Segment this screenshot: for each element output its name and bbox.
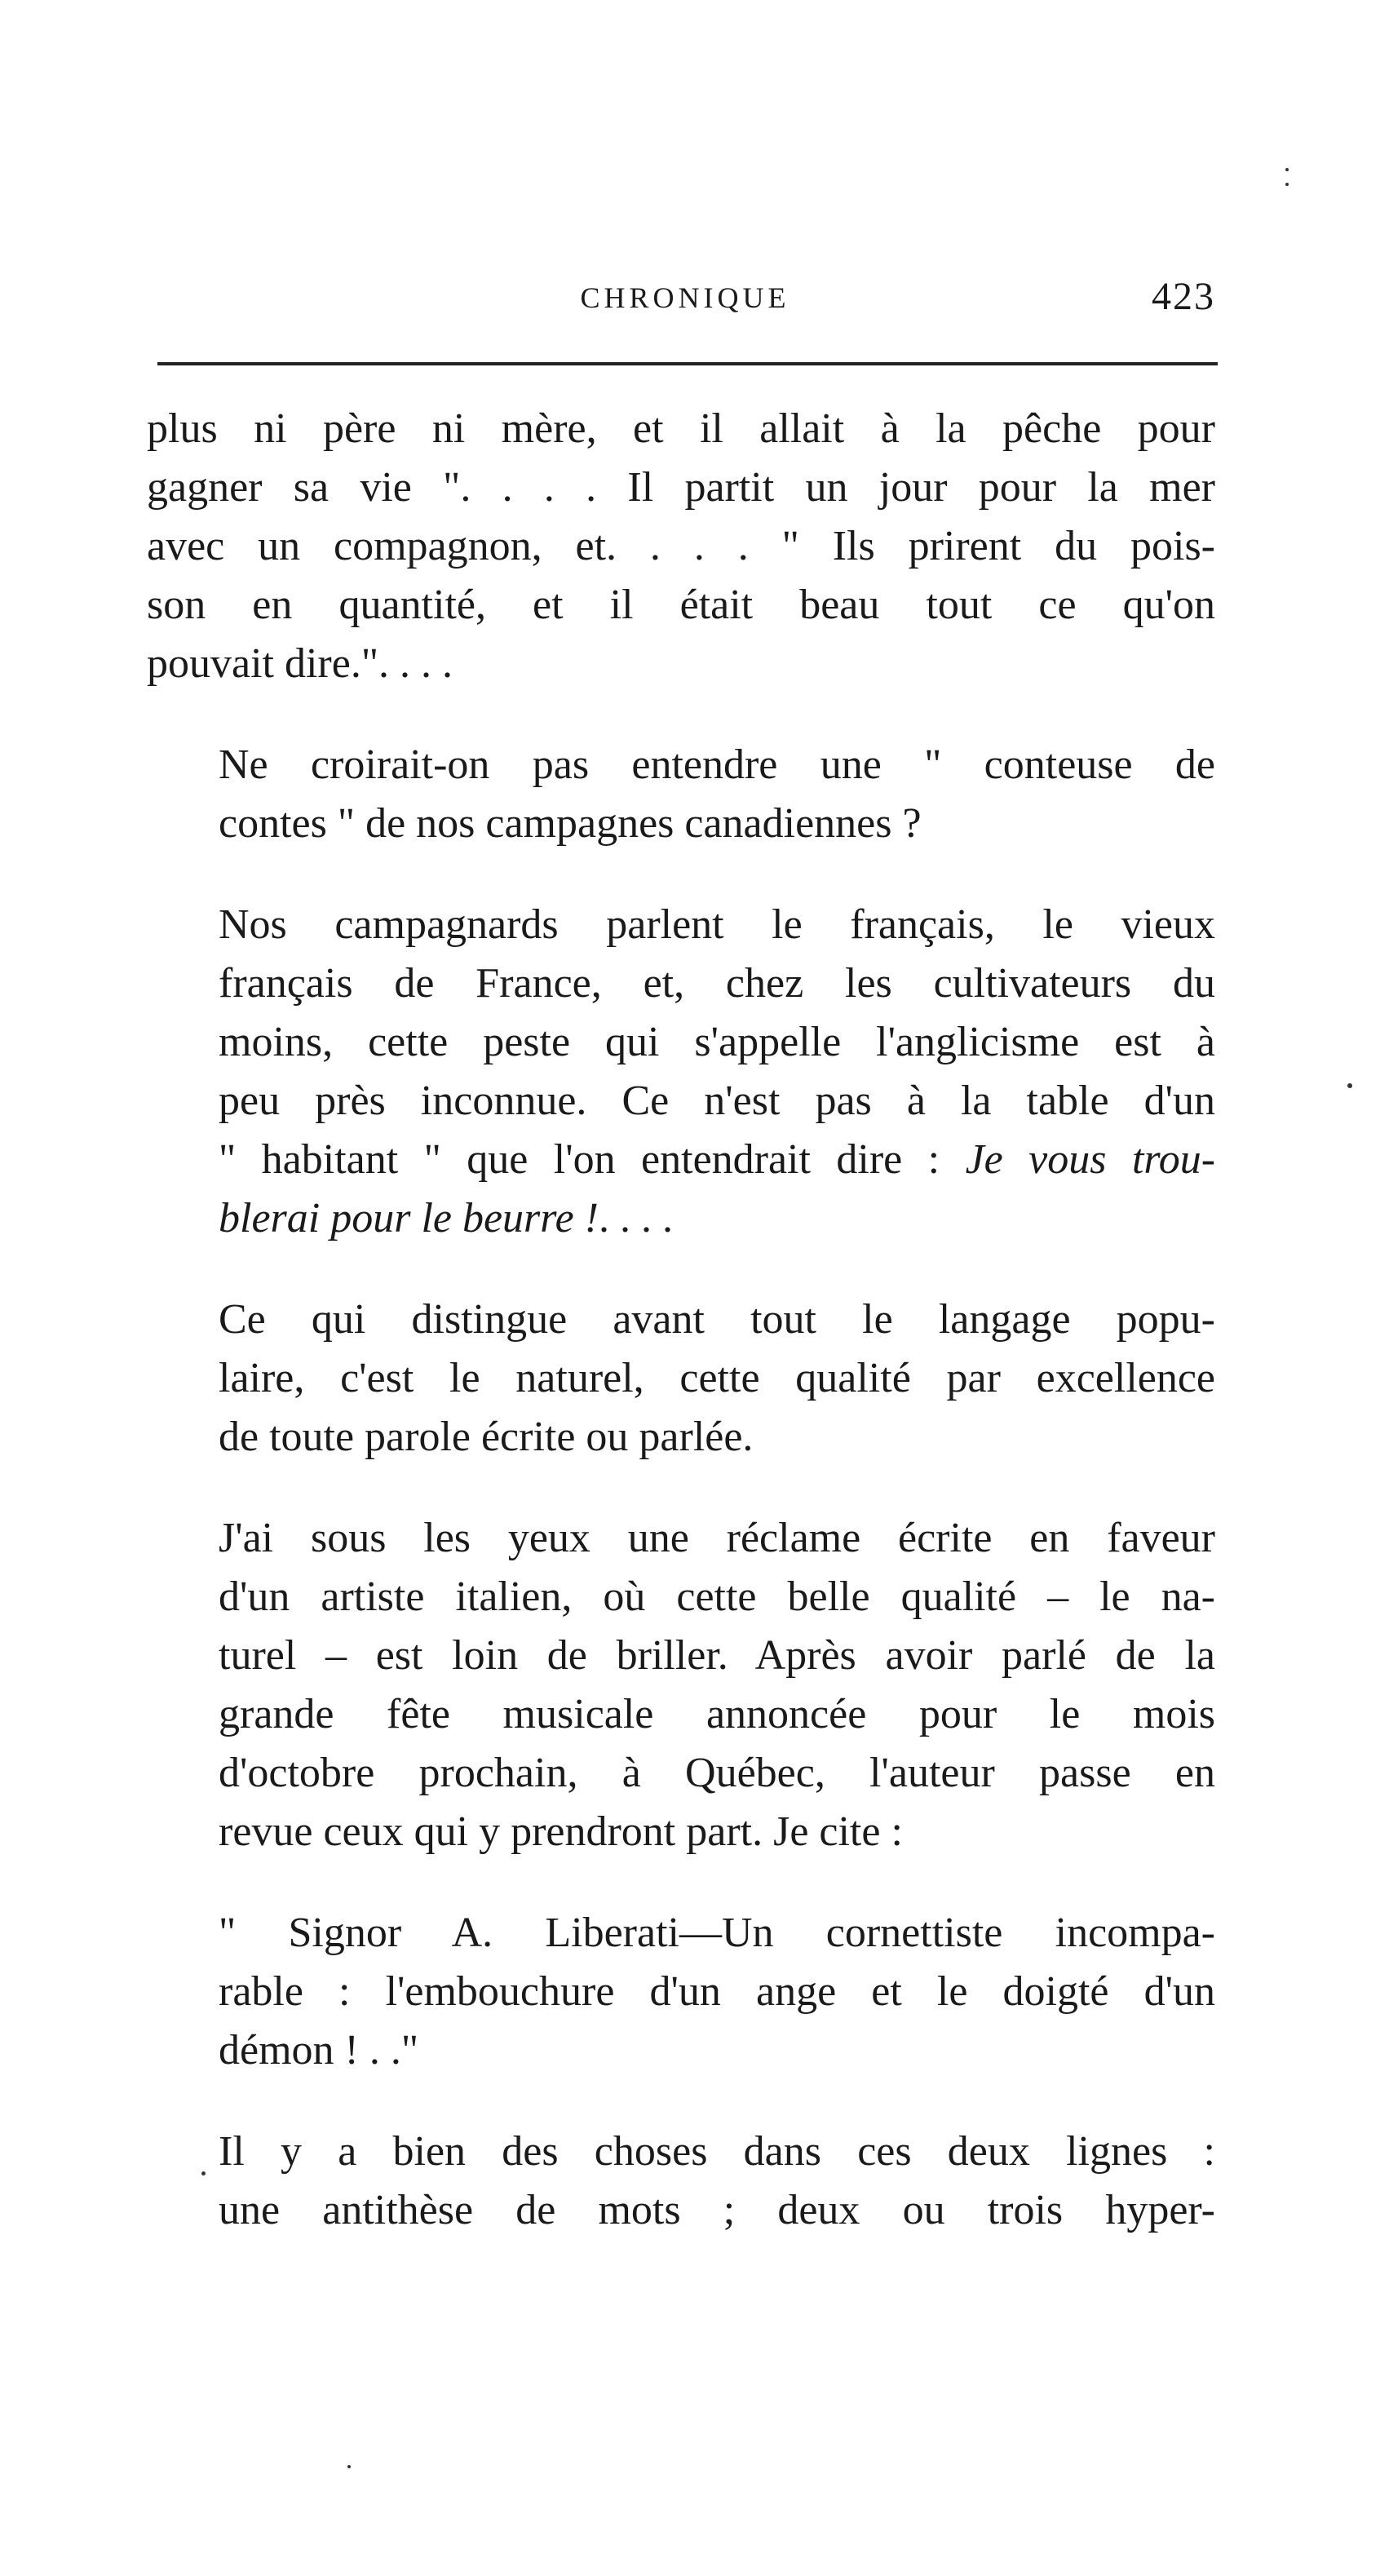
body-text xyxy=(147,400,1215,2240)
text-line: contes " de nos campagnes canadiennes ? xyxy=(219,800,922,847)
header-rule xyxy=(157,362,1218,365)
text-line: " habitant " que l'on entendrait dire : xyxy=(219,1136,940,1183)
paragraph-6 xyxy=(147,1904,1215,2080)
paragraph-3 xyxy=(147,896,1215,1248)
scan-speck xyxy=(201,2171,206,2175)
text-line: démon ! . ." xyxy=(219,2027,419,2074)
text-line: moins, cette peste qui s'appelle l'anglicisme est à xyxy=(219,1019,1215,1065)
text-line-italic xyxy=(147,1189,1215,1248)
text-line: pouvait dire.". . . . xyxy=(147,640,453,687)
text-line: plus ni père ni mère, et il allait à la pêche pour xyxy=(147,405,1215,452)
text-line: d'octobre prochain, à Québec, l'auteur passe en xyxy=(219,1750,1215,1796)
text-line: son en quantité, et il était beau tout ce qu'on xyxy=(147,582,1215,628)
scan-speck xyxy=(347,2465,351,2468)
text-line: turel – est loin de briller. Après avoir parlé de la xyxy=(219,1632,1215,1679)
text-line: revue ceux qui y prendront part. Je cite : xyxy=(219,1808,903,1855)
text-line: français de France, et, chez les cultivateurs du xyxy=(219,960,1215,1007)
paragraph-7 xyxy=(147,2122,1215,2240)
text-line-with-italic xyxy=(147,1131,1215,1189)
text-line: Il y a bien des choses dans ces deux lignes : xyxy=(219,2128,1215,2175)
text-line: avec un compagnon, et. . . . " Ils prirent du pois- xyxy=(147,523,1215,569)
text-line: de toute parole écrite ou parlée. xyxy=(219,1414,754,1460)
italic-quote-end: blerai pour le beurre ! xyxy=(219,1195,599,1242)
text-line: Nos campagnards parlent le français, le vieux xyxy=(219,901,1215,948)
text-line: une antithèse de mots ; deux ou trois hyper- xyxy=(219,2187,1215,2233)
scan-speck xyxy=(1285,183,1289,186)
ellipsis: . . . . xyxy=(599,1195,673,1242)
text-line: peu près inconnue. Ce n'est pas à la table d'un xyxy=(219,1078,1215,1124)
page-number: 423 xyxy=(1152,275,1215,318)
paragraph-5 xyxy=(147,1509,1215,1861)
scan-speck xyxy=(1285,168,1289,171)
italic-quote-start: Je vous trou- xyxy=(940,1136,1216,1183)
paragraph-4 xyxy=(147,1290,1215,1467)
paragraph-1 xyxy=(147,400,1215,693)
text-line: rable : l'embouchure d'un ange et le doigté d'un xyxy=(219,1968,1215,2015)
text-line: Ne croirait-on pas entendre une " conteuse de xyxy=(219,741,1215,788)
text-line: " Signor A. Liberati—Un cornettiste incompa- xyxy=(219,1910,1215,1956)
text-line: gagner sa vie ". . . . Il partit un jour pour la mer xyxy=(147,464,1215,511)
text-line: J'ai sous les yeux une réclame écrite en faveur xyxy=(219,1515,1215,1561)
scan-speck xyxy=(1347,1083,1352,1088)
text-line: grande fête musicale annoncée pour le mois xyxy=(219,1691,1215,1737)
running-title: CHRONIQUE xyxy=(580,281,790,314)
running-head xyxy=(155,274,1215,323)
text-line: laire, c'est le naturel, cette qualité par excellence xyxy=(219,1355,1215,1401)
text-line: d'un artiste italien, où cette belle qualité – le na- xyxy=(219,1573,1215,1620)
text-line: Ce qui distingue avant tout le langage popu- xyxy=(219,1296,1215,1343)
paragraph-2 xyxy=(147,736,1215,853)
